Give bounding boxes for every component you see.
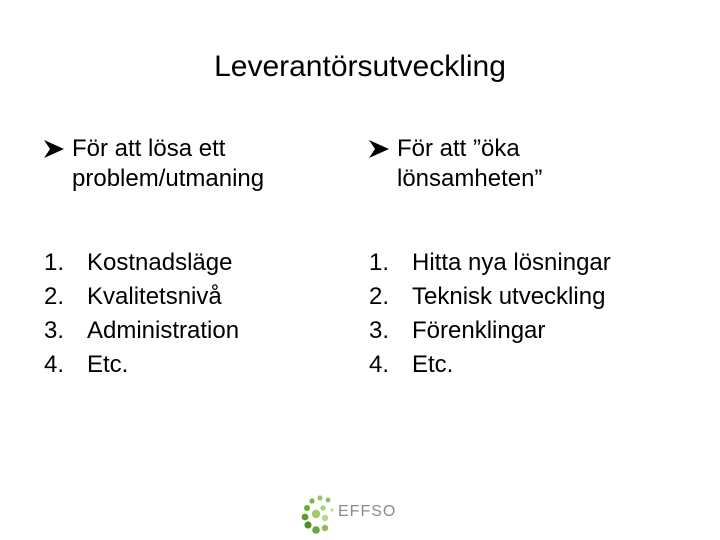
list-item-text: Hitta nya lösningar bbox=[412, 249, 611, 276]
list-item bbox=[369, 246, 699, 280]
left-numbered-list bbox=[44, 246, 344, 382]
logo-text: EFFSO bbox=[338, 503, 397, 520]
list-item-text: Etc. bbox=[87, 351, 129, 378]
arrow-bullet-icon bbox=[369, 140, 389, 158]
green-dots-logo-icon bbox=[298, 492, 342, 536]
slide-title: Leverantörsutveckling bbox=[214, 50, 506, 83]
list-item bbox=[44, 314, 344, 348]
list-item-text: Förenklingar bbox=[412, 317, 546, 344]
list-item-number: 3. bbox=[44, 317, 65, 344]
right-numbered-list bbox=[369, 246, 699, 382]
list-item-text: Kostnadsläge bbox=[87, 249, 233, 276]
list-item bbox=[44, 280, 344, 314]
list-item bbox=[369, 348, 699, 382]
right-heading-line2: lönsamheten” bbox=[397, 165, 543, 192]
effso-logo bbox=[298, 492, 408, 536]
list-item-number: 4. bbox=[44, 351, 65, 378]
list-item bbox=[369, 280, 699, 314]
left-column bbox=[44, 134, 344, 382]
list-item bbox=[44, 246, 344, 280]
arrow-bullet-icon bbox=[44, 140, 64, 158]
list-item-text: Administration bbox=[87, 317, 240, 344]
left-heading-line1: För att lösa ett bbox=[72, 135, 226, 162]
list-item-text: Kvalitetsnivå bbox=[87, 283, 222, 310]
list-item-number: 1. bbox=[44, 249, 65, 276]
list-item-number: 4. bbox=[369, 351, 390, 378]
list-item-number: 1. bbox=[369, 249, 390, 276]
list-item bbox=[44, 348, 344, 382]
right-heading-line1: För att ”öka bbox=[397, 135, 520, 162]
left-heading-line2: problem/utmaning bbox=[72, 165, 265, 192]
left-heading bbox=[44, 134, 344, 194]
list-item-text: Etc. bbox=[412, 351, 454, 378]
list-item-number: 2. bbox=[44, 283, 65, 310]
list-item-number: 3. bbox=[369, 317, 390, 344]
list-item-number: 2. bbox=[369, 283, 390, 310]
right-heading bbox=[369, 134, 699, 194]
list-item bbox=[369, 314, 699, 348]
right-column bbox=[369, 134, 699, 382]
list-item-text: Teknisk utveckling bbox=[412, 283, 606, 310]
